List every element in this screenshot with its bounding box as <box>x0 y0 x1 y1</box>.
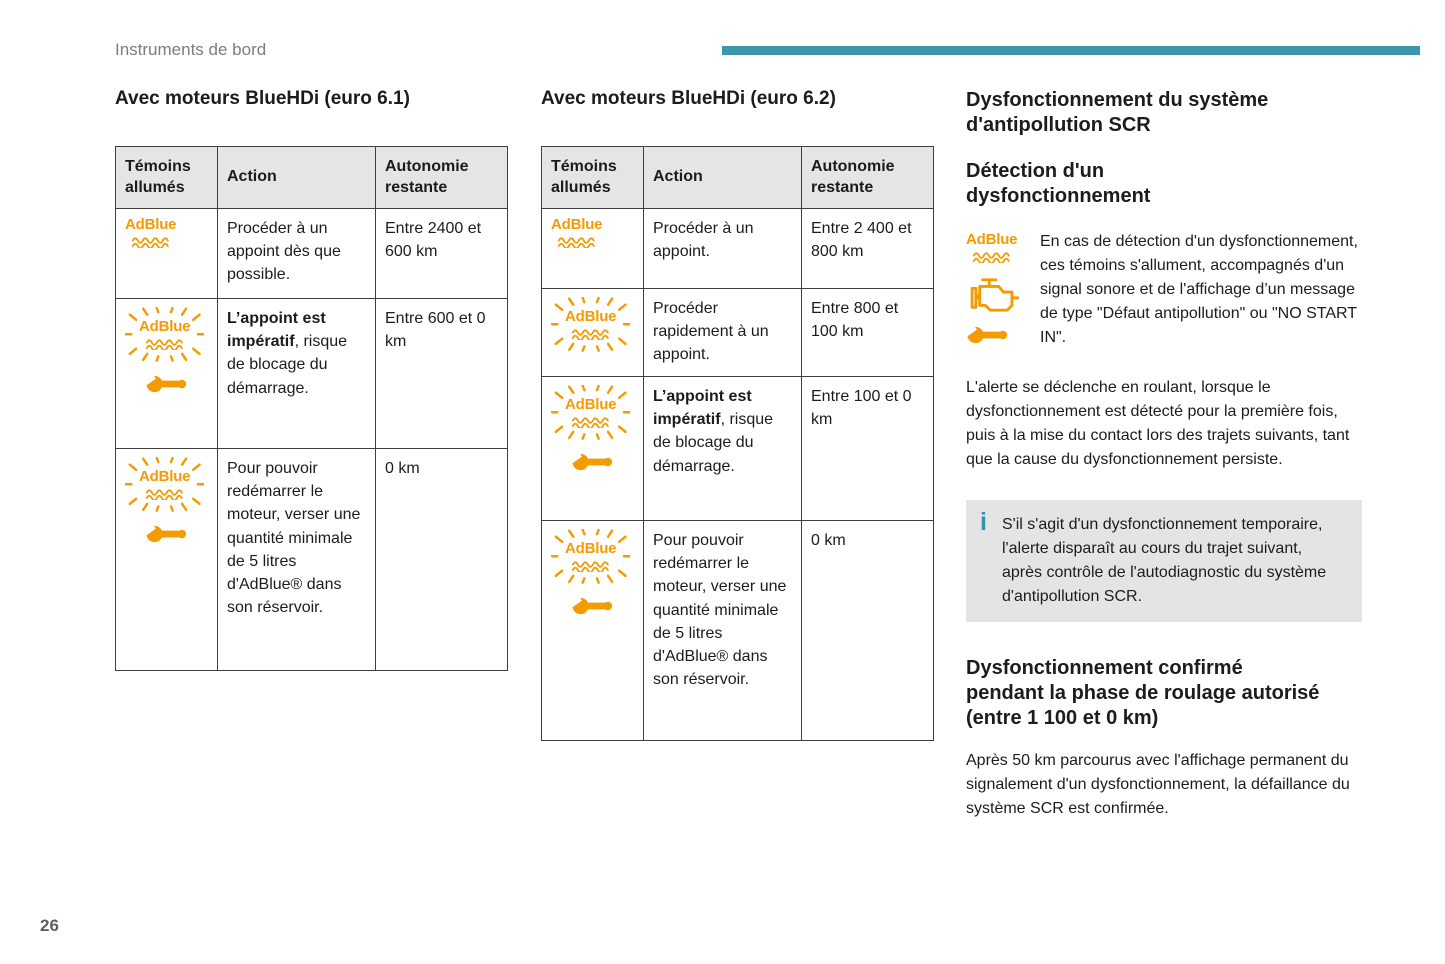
table-header-row <box>542 147 934 209</box>
witness-cell <box>116 449 218 671</box>
autonomy-cell: Entre 600 et 0 km <box>376 299 508 449</box>
scr-title: Dysfonctionnement du système d'antipollution SCR <box>966 89 1269 136</box>
confirmed-text: Après 50 km parcourus avec l'affichage permanent du signalement d'un dysfonctionnement, la défaillance du système SCR est confirmée. <box>966 752 1350 818</box>
witness-cell <box>116 209 218 299</box>
action-cell <box>218 209 376 299</box>
action-text: Pour pouvoir redémarrer le moteur, verser une quantité minimale de 5 litres d'AdBlue® dans son réservoir. <box>653 532 787 689</box>
euro61-section <box>115 88 507 671</box>
euro62-table <box>541 146 934 741</box>
adblue-waves-icon <box>571 559 611 572</box>
page-number: 26 <box>40 916 59 935</box>
adblue-label: AdBlue <box>139 468 191 485</box>
action-cell <box>218 299 376 449</box>
euro61-table <box>115 146 508 671</box>
autonomy-cell: Entre 800 et 100 km <box>802 289 934 377</box>
action-text: Pour pouvoir redémarrer le moteur, verser une quantité minimale de 5 litres d'AdBlue® dans son réservoir. <box>227 460 361 617</box>
adblue-flashing-icon <box>551 385 630 440</box>
adblue-waves-icon <box>557 235 597 248</box>
adblue-icon <box>966 232 1017 263</box>
action-text: , risque de blocage du démarrage. <box>653 411 774 475</box>
adblue-label: AdBlue <box>551 216 603 233</box>
action-cell <box>644 289 802 377</box>
adblue-waves-icon <box>972 250 1012 263</box>
adblue-label: AdBlue <box>125 216 177 233</box>
adblue-waves-icon <box>145 337 185 350</box>
action-text-bold: L’appoint est impératif <box>227 310 326 351</box>
page-kicker: Instruments de bord <box>115 40 267 59</box>
header-autonomie: Autonomie restante <box>376 147 508 209</box>
adblue-icon <box>125 217 176 248</box>
table-row <box>116 299 508 449</box>
engine-icon <box>966 275 1020 313</box>
witness-cell <box>116 299 218 449</box>
header-accent-bar <box>722 46 1420 55</box>
action-cell <box>218 449 376 671</box>
wrench-icon <box>571 596 615 616</box>
adblue-flashing-icon <box>551 297 630 352</box>
table-row <box>542 209 934 289</box>
scr-section <box>966 88 1362 821</box>
adblue-label: AdBlue <box>139 318 191 335</box>
witness-cell <box>542 289 644 377</box>
table-row <box>116 449 508 671</box>
header-action: Action <box>644 147 802 209</box>
adblue-icon <box>551 217 602 248</box>
info-box <box>966 500 1362 622</box>
adblue-flashing-icon <box>125 307 204 362</box>
header-temoins: Témoins allumés <box>542 147 644 209</box>
wrench-icon <box>571 452 615 472</box>
autonomy-cell: 0 km <box>802 521 934 741</box>
witness-cell <box>542 521 644 741</box>
action-text-bold: L’appoint est impératif <box>653 388 752 429</box>
wrench-icon <box>966 325 1010 345</box>
header-temoins: Témoins allumés <box>116 147 218 209</box>
witness-cell <box>542 209 644 289</box>
action-text: Procéder rapidement à un appoint. <box>653 300 769 364</box>
detection-block <box>966 230 1362 350</box>
table-row <box>542 377 934 521</box>
action-cell <box>644 209 802 289</box>
wrench-icon <box>145 374 189 394</box>
adblue-waves-icon <box>131 235 171 248</box>
adblue-flashing-icon <box>125 457 204 512</box>
adblue-waves-icon <box>571 327 611 340</box>
table-row <box>116 209 508 299</box>
detection-title: Détection d'un dysfonctionnement <box>966 160 1151 207</box>
table-header-row <box>116 147 508 209</box>
euro62-title: Avec moteurs BlueHDi (euro 6.2) <box>541 88 836 109</box>
action-cell <box>644 521 802 741</box>
action-text: Procéder à un appoint. <box>653 220 754 261</box>
adblue-label: AdBlue <box>565 308 617 325</box>
info-text: S'il s'agit d'un dysfonctionnement temporaire, l'alerte disparaît au cours du trajet suivant, après contrôle de l'autodiagnostic du système d'antipollution SCR. <box>1002 516 1327 606</box>
adblue-flashing-icon <box>551 529 630 584</box>
witness-cell <box>542 377 644 521</box>
action-text: Procéder à un appoint dès que possible. <box>227 220 341 284</box>
header-action: Action <box>218 147 376 209</box>
autonomy-cell: Entre 2400 et 600 km <box>376 209 508 299</box>
adblue-waves-icon <box>571 415 611 428</box>
action-text: , risque de blocage du démarrage. <box>227 333 348 397</box>
action-cell <box>644 377 802 521</box>
detection-icons <box>966 230 1040 350</box>
autonomy-cell: 0 km <box>376 449 508 671</box>
detection-text: En cas de détection d'un dysfonctionnement, ces témoins s'allument, accompagnés d'un signal sonore et de l'affichage d’un message de type "Défaut antipollution" ou "NO START IN". <box>1040 233 1358 347</box>
autonomy-cell: Entre 2 400 et 800 km <box>802 209 934 289</box>
adblue-waves-icon <box>145 487 185 500</box>
adblue-label: AdBlue <box>565 540 617 557</box>
euro61-title: Avec moteurs BlueHDi (euro 6.1) <box>115 88 410 109</box>
table-row <box>542 289 934 377</box>
confirmed-title: Dysfonctionnement confirmé pendant la phase de roulage autorisé (entre 1 100 et 0 km) <box>966 657 1320 730</box>
adblue-label: AdBlue <box>565 396 617 413</box>
table-row <box>542 521 934 741</box>
info-icon: i <box>980 508 987 537</box>
header-autonomie: Autonomie restante <box>802 147 934 209</box>
adblue-label: AdBlue <box>966 231 1018 249</box>
euro62-section <box>541 88 933 741</box>
alert-text: L'alerte se déclenche en roulant, lorsque le dysfonctionnement est détecté pour la première fois, puis à la mise du contact lors des trajets suivants, tant que la cause du dysfonctionnement persiste. <box>966 379 1350 469</box>
wrench-icon <box>145 524 189 544</box>
autonomy-cell: Entre 100 et 0 km <box>802 377 934 521</box>
